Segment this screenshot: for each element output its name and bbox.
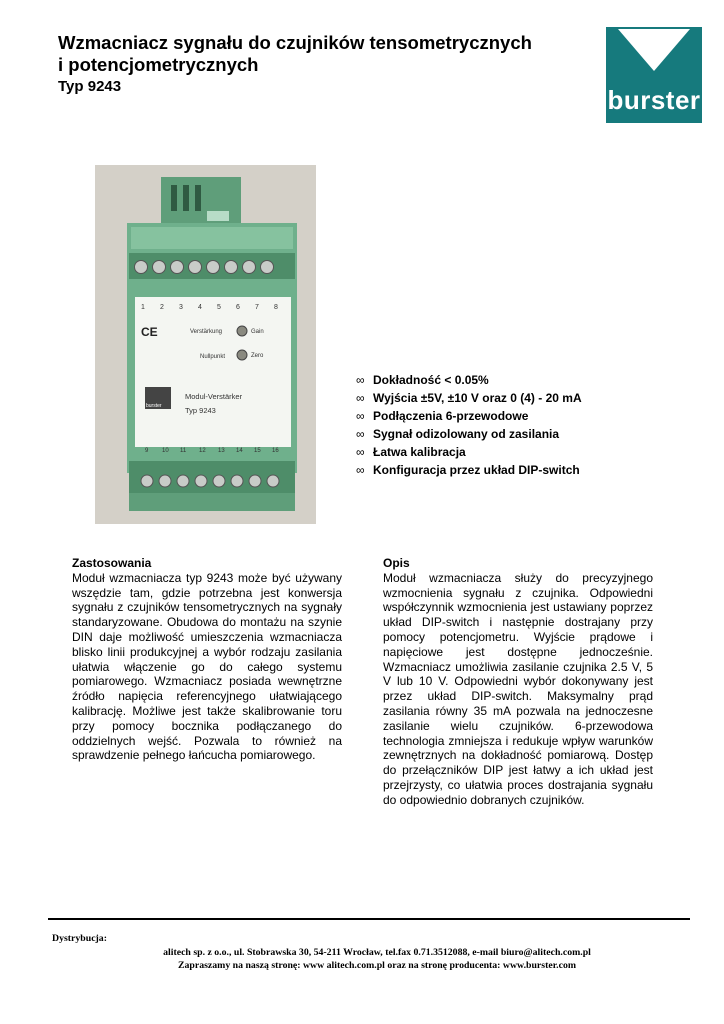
housing-slot [195,185,201,211]
infinity-bullet-icon: ∞ [356,463,365,477]
terminal-number: 1 [141,304,145,311]
terminal-screw [267,475,279,487]
feature-text: Wyjścia ±5V, ±10 V oraz 0 (4) - 20 mA [373,391,582,405]
zero-label: Nullpunkt [200,354,226,360]
terminal-number: 3 [179,304,183,311]
gain-potentiometer-icon [237,326,247,336]
housing-base [129,493,295,511]
infinity-bullet-icon: ∞ [356,427,365,441]
applications-heading: Zastosowania [72,556,152,570]
terminal-number: 7 [255,304,259,311]
ce-mark: CE [141,325,158,339]
description-body: Moduł wzmacniacza służy do precyzyjnego wzmocnienia sygnału z czujnika. Odpowiedni współczynnik wzmocnienia jest ustawiany poprzez układ DIP-switch i następnie dostrajany przy pomocy potencjometru. Wyjście prądowe i napięciowe jest dostępne jednocześnie. Wzmacniacz umożliwia zasilanie czujnika 2.5 V, 5 V lub 10 V. Odpowiedni wybór dokonywany jest przez układ DIP-switch. Maksymalny prąd zasilania równy 35 mA pozwala na jednoczesne zasilanie wielu czujników. 6-przewodowa technologia zmniejsza i redukuje wpływ warunków zewnętrznych na dokładność pomiarową. Dostęp do przełączników DIP jest łatwy a ich układ jest przejrzysty, co ułatwia proces dostrajania sygnału do odpowiednio dobranych czujników. [383,570,653,807]
terminal-screw [225,261,238,274]
feature-item [356,443,582,461]
terminal-screw [231,475,243,487]
terminal-screw [261,261,274,274]
feature-text: Dokładność < 0.05% [373,373,489,387]
website-invitation: Zapraszamy na naszą stronę: www alitech.com.pl oraz na stronę producenta: www.burster.com [177,960,577,971]
feature-text: Łatwa kalibracja [373,445,466,459]
brand-text: burster [146,403,162,409]
burster-logo [606,27,702,123]
gain-label: Verstärkung [190,329,223,335]
terminal-screw [207,261,220,274]
title-line-2: i potencjometrycznych [58,54,259,75]
terminal-number: 13 [218,448,225,454]
terminal-screw [135,261,148,274]
housing-slot [171,185,177,211]
terminal-screw [243,261,256,274]
logo-text: burster [607,85,701,115]
housing-slot [183,185,189,211]
terminal-number: 2 [160,304,164,311]
document-subtitle: Typ 9243 [58,78,122,95]
terminal-number: 8 [274,304,278,311]
feature-item [356,461,582,479]
terminal-screw [171,261,184,274]
applications-body: Moduł wzmacniacza typ 9243 może być używany wszędzie tam, gdzie potrzebna jest konwersja sygnału z czujników tensometrycznych na sygnały standaryzowane. Obudowa do montażu na szynie DIN daje możliwość umieszczenia wzmacniacza blisko linii produkcyjnej a wybór rodzaju zasilania ułatwia włączenie go do całego systemu pomiarowego. Wzmacniacz posiada wewnętrzne źródło napięcia referencyjnego ułatwiającego kalibrację. Możliwe jest także skalibrowanie toru przy pomocy bocznika podłączanego do oddzielnych wejść. Pozwala to również na sprawdzenie pełnego łańcucha pomiarowego. [72,570,342,763]
feature-text: Podłączenia 6-przewodowe [373,409,529,423]
housing-tab [207,211,229,221]
terminal-number: 15 [254,448,261,454]
terminal-screw [141,475,153,487]
title-line-1: Wzmacniacz sygnału do czujników tensometrycznych [58,32,532,53]
distributor-contact: alitech sp. z o.o., ul. Stobrawska 30, 54-211 Wrocław, tel.fax 0.71.3512088, e-mail biuro@alitech.com.pl [163,947,591,958]
infinity-bullet-icon: ∞ [356,373,365,387]
module-label-line2: Typ 9243 [185,406,216,415]
front-label-plate [135,297,291,447]
applications-section [72,556,342,763]
feature-item [356,407,582,425]
terminal-screw [213,475,225,487]
terminal-number: 5 [217,304,221,311]
feature-item [356,425,582,443]
zero-potentiometer-icon [237,350,247,360]
product-photo [95,165,316,524]
feature-list [356,371,582,479]
housing-ribs [131,227,293,249]
terminal-screw [177,475,189,487]
terminal-screw [249,475,261,487]
feature-text: Sygnał odizolowany od zasilania [373,427,560,441]
feature-item [356,389,582,407]
infinity-bullet-icon: ∞ [356,409,365,423]
terminal-number: 14 [236,448,243,454]
feature-text: Konfiguracja przez układ DIP-switch [373,463,580,477]
terminal-number: 4 [198,304,202,311]
terminal-number: 6 [236,304,240,311]
terminal-screw [153,261,166,274]
terminal-screw [189,261,202,274]
footer-divider [48,918,690,920]
module-label-line1: Modul-Verstärker [185,392,243,401]
zero-en-label: Zero [251,353,264,359]
terminal-number: 12 [199,448,206,454]
feature-item [356,371,582,389]
terminal-number: 10 [162,448,169,454]
description-heading: Opis [383,556,410,570]
distribution-label: Dystrybucja: [52,933,107,944]
terminal-number: 9 [145,448,149,454]
terminal-number: 11 [180,448,187,454]
infinity-bullet-icon: ∞ [356,445,365,459]
document-title [58,32,578,76]
gain-en-label: Gain [251,329,264,335]
terminal-number: 16 [272,448,279,454]
description-section [383,556,653,808]
terminal-screw [195,475,207,487]
infinity-bullet-icon: ∞ [356,391,365,405]
terminal-screw [159,475,171,487]
